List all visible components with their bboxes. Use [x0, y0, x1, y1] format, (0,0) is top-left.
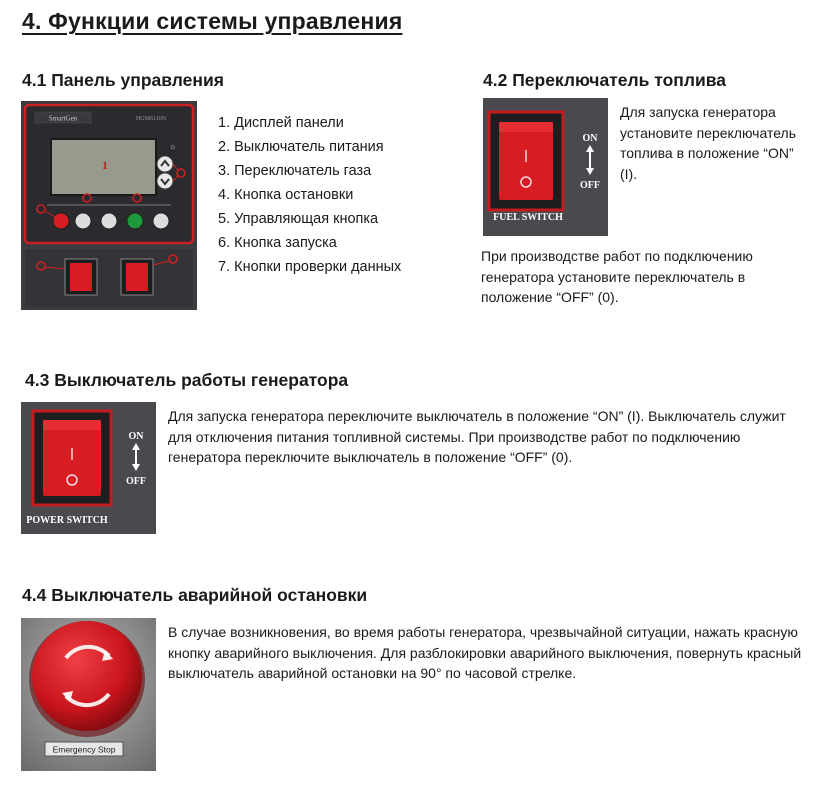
list-item: 6. Кнопка запуска: [218, 235, 337, 251]
emergency-stop-image: [21, 618, 156, 771]
emergency-stop-image-label: Emergency Stop: [52, 744, 116, 755]
fuel-switch-image-label: FUEL SWITCH: [493, 212, 563, 223]
power-switch-image: [21, 402, 156, 534]
page-title: 4. Функции системы управления: [22, 8, 403, 34]
fuel-switch-on-label: ON: [582, 133, 598, 144]
section-4-4-heading: 4.4 Выключатель аварийной остановки: [22, 585, 368, 605]
section-4-2-text-right: Для запуска генератора установите переключатель топлива в положение “ON” (I).: [620, 104, 796, 182]
power-switch-on-label: ON: [128, 431, 144, 442]
fuel-switch-image: [483, 98, 608, 236]
power-switch-image-label: POWER SWITCH: [26, 515, 108, 526]
svg-text:HGM6110N: HGM6110N: [135, 116, 167, 122]
fuel-switch-off-label: OFF: [580, 180, 600, 191]
section-4-2-heading: 4.2 Переключатель топлива: [483, 70, 726, 90]
list-item: 2. Выключатель питания: [218, 139, 384, 155]
panel-brand-label: SmartGen: [48, 114, 78, 123]
section-4-3-text: Для запуска генератора переключите выключатель в положение “ON” (I). Выключатель служит для отключения питания топливной системы. При производстве работ по подключению генератора переключите выключатель в положение “OFF” (0).: [168, 408, 786, 465]
section-4-1-heading: 4.1 Панель управления: [22, 70, 224, 90]
list-item: 4. Кнопка остановки: [218, 187, 354, 203]
section-4-4-text: В случае возникновения, во время работы генератора, чрезвычайной ситуации, нажать красную кнопку аварийного выключения. Для разблокировки аварийного выключения, повернуть красный выключатель аварийной остановки на 90° по часовой стрелке.: [168, 624, 802, 681]
control-panel-image: [21, 101, 197, 310]
list-item: 5. Управляющая кнопка: [218, 211, 379, 227]
power-switch-off-label: OFF: [126, 476, 146, 487]
section-4-3-heading: 4.3 Выключатель работы генератора: [25, 370, 349, 390]
display-callout: 1: [102, 158, 108, 172]
control-panel-list: [218, 111, 401, 279]
list-item: 7. Кнопки проверки данных: [218, 259, 402, 275]
svg-text:☼: ☼: [169, 142, 177, 151]
list-item: 1. Дисплей панели: [218, 115, 344, 131]
emergency-stop-button-icon: [32, 621, 142, 731]
list-item: 3. Переключатель газа: [218, 163, 372, 179]
section-4-2-text-below: При производстве работ по подключению генератора установите переключатель в положение “OFF” (0).: [481, 248, 753, 305]
